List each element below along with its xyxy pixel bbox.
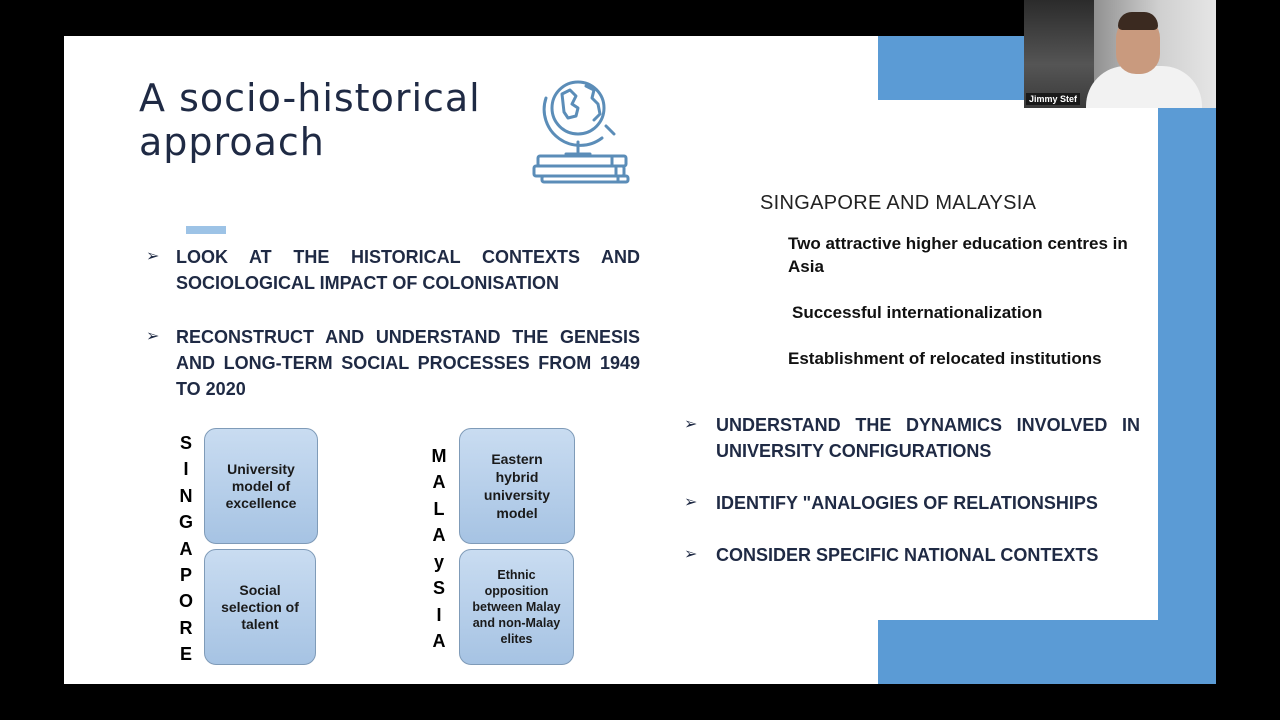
arrow-bullet-icon: ➢ [684, 416, 698, 433]
arrow-bullet-icon: ➢ [684, 546, 698, 563]
bullet-item [146, 324, 640, 402]
label-letter: L [433, 498, 445, 519]
decor-blue-block-right [1158, 100, 1216, 684]
bullet-item [684, 412, 1140, 464]
right-bullet-list [684, 412, 1140, 594]
right-panel-item: Establishment of relocated institutions [788, 349, 1102, 368]
right-panel-item: Successful internationalization [792, 303, 1043, 322]
bullet-text: IDENTIFY "ANALOGIES OF RELATIONSHIPS [716, 493, 1098, 513]
label-letter: A [179, 538, 193, 559]
slide-title [139, 76, 481, 164]
arrow-bullet-icon: ➢ [146, 248, 160, 265]
right-panel-heading: SINGAPORE AND MALAYSIA [760, 192, 1037, 214]
malaysia-vertical-label [429, 446, 449, 652]
label-letter: A [432, 525, 446, 546]
bullet-text: RECONSTRUCT AND UNDERSTAND THE GENESIS AND LONG-TERM SOCIAL PROCESSES FROM 1949 TO 2020 [176, 327, 640, 399]
title-accent-bar [186, 226, 226, 234]
label-letter: R [179, 617, 193, 638]
bullet-text: UNDERSTAND THE DYNAMICS INVOLVED IN UNIVERSITY CONFIGURATIONS [716, 415, 1140, 461]
slide-title-line: approach [139, 120, 325, 164]
bullet-item [684, 490, 1140, 516]
decor-blue-block-bottom [878, 620, 1216, 684]
singapore-vertical-label [176, 433, 196, 665]
left-bullet-list [146, 244, 640, 430]
label-letter: E [179, 644, 192, 664]
label-letter: A [432, 472, 446, 493]
bullet-text: CONSIDER SPECIFIC NATIONAL CONTEXTS [716, 545, 1099, 565]
singapore-box-excellence: University model of excellence [204, 428, 318, 544]
label-letter: O [178, 591, 193, 612]
label-letter: M [431, 446, 447, 466]
right-panel-item: Two attractive higher education centres in Asia [788, 234, 1128, 276]
participant-video-thumbnail[interactable] [1024, 0, 1216, 108]
malaysia-box-ethnic-opposition: Ethnic opposition between Malay and non-Malay elites [459, 549, 574, 665]
video-background [1024, 0, 1094, 108]
label-letter: P [179, 564, 192, 585]
singapore-box-talent: Social selection of talent [204, 549, 316, 665]
label-letter: G [178, 512, 193, 533]
label-letter: S [179, 433, 192, 453]
label-letter: S [432, 578, 445, 599]
bullet-item [684, 542, 1140, 568]
arrow-bullet-icon: ➢ [146, 328, 160, 345]
participant-hair [1118, 12, 1158, 30]
presentation-slide [64, 36, 1216, 684]
arrow-bullet-icon: ➢ [684, 494, 698, 511]
label-letter: A [432, 630, 446, 651]
label-letter: y [433, 551, 444, 572]
bullet-item [146, 244, 640, 296]
slide-title-line: A socio-historical [139, 76, 481, 120]
malaysia-box-hybrid-model: Eastern hybrid university model [459, 428, 575, 544]
label-letter: I [183, 459, 189, 480]
participant-name-label: Jimmy Stef [1026, 93, 1080, 105]
label-letter: I [436, 604, 442, 625]
bullet-text: LOOK AT THE HISTORICAL CONTEXTS AND SOCIOLOGICAL IMPACT OF COLONISATION [176, 247, 640, 293]
globe-on-books-icon [532, 68, 636, 184]
right-panel-items [788, 232, 1138, 370]
label-letter: N [179, 485, 193, 506]
